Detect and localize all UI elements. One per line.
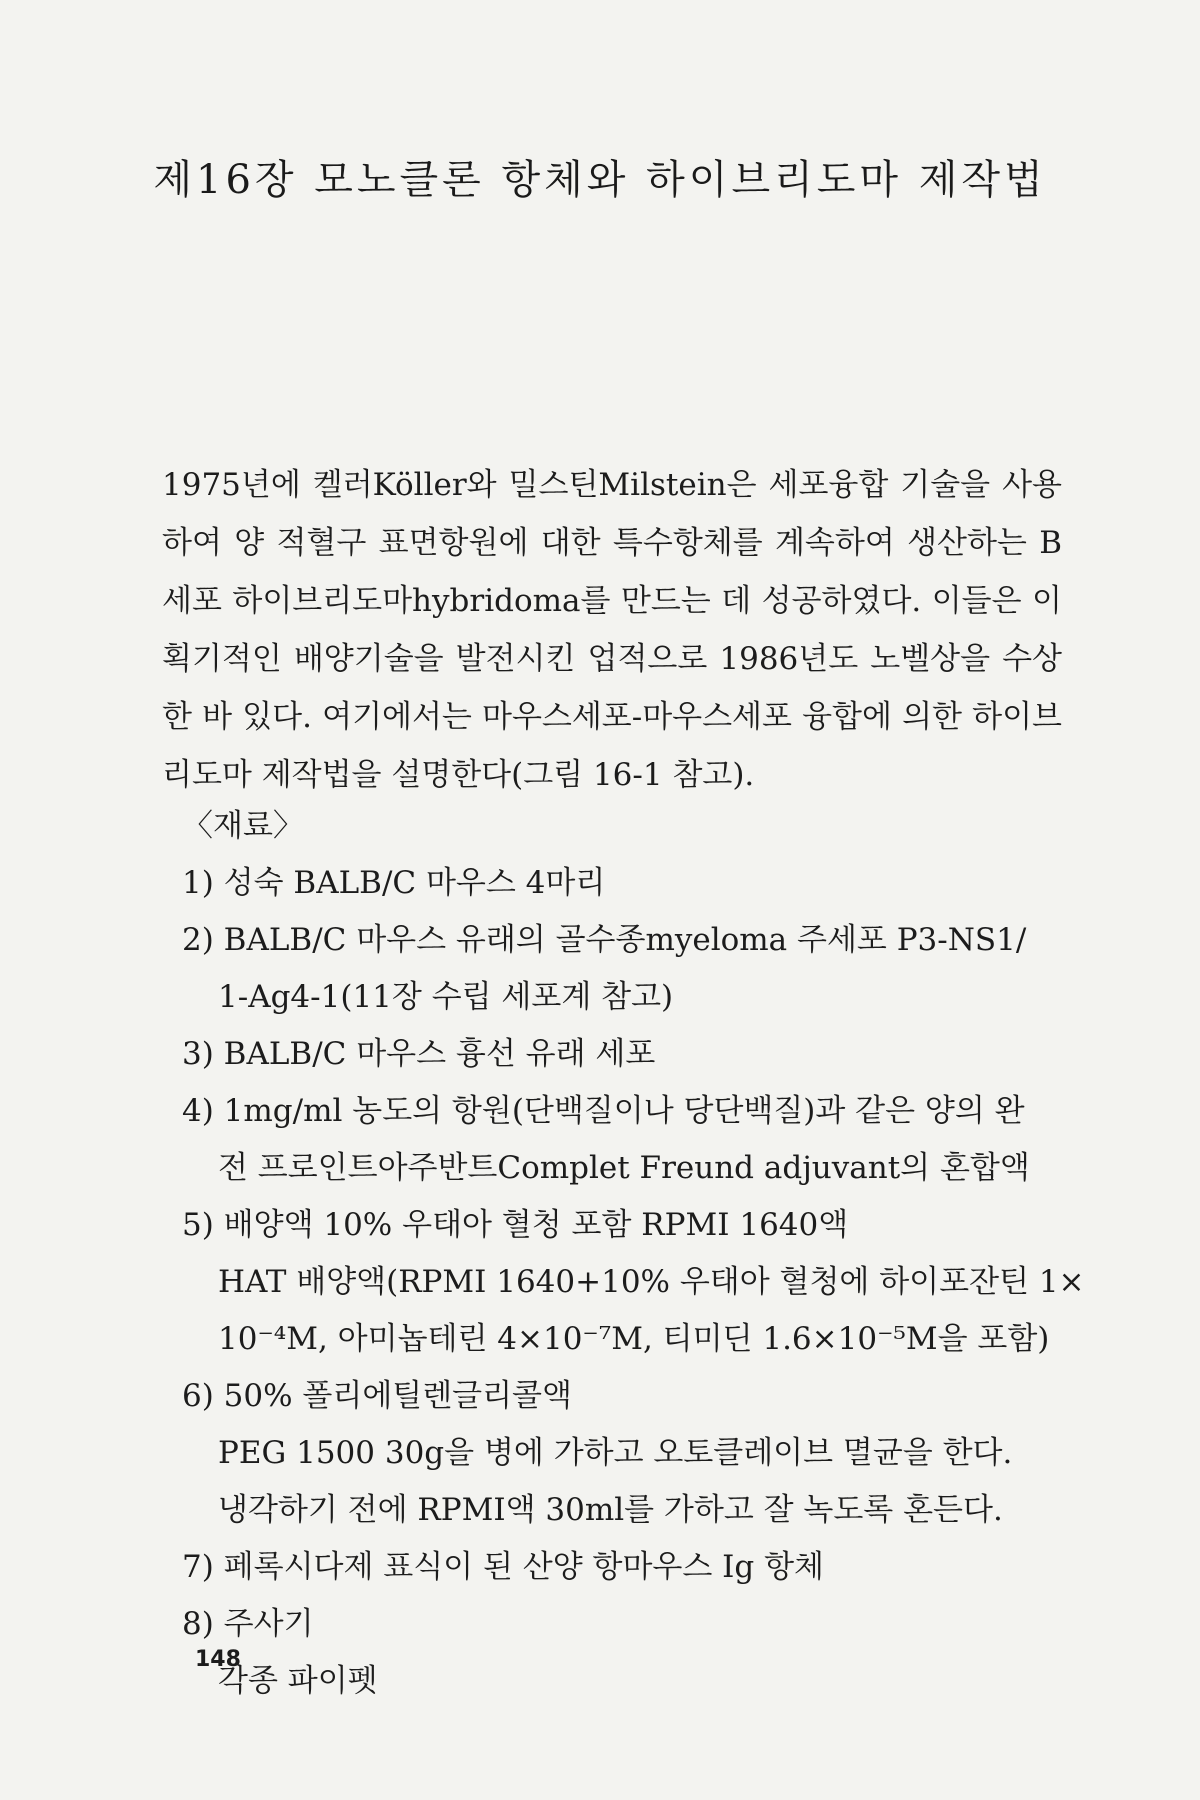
material-item-1: 1) 성숙 BALB/C 마우스 4마리	[182, 865, 606, 901]
material-item-6-sub-continued: 냉각하기 전에 RPMI액 30ml를 가하고 잘 녹도록 혼든다.	[218, 1492, 1003, 1528]
page-number: 148	[195, 1647, 241, 1672]
material-item-8: 8) 주사기	[182, 1606, 314, 1642]
materials-heading: 〈재료〉	[182, 808, 304, 844]
material-item-4-continued: 전 프로인트아주반트Complet Freund adjuvant의 혼합액	[218, 1150, 1030, 1186]
material-item-6-sub: PEG 1500 30g을 병에 가하고 오토클레이브 멸균을 한다.	[218, 1435, 1013, 1471]
material-item-3: 3) BALB/C 마우스 흉선 유래 세포	[182, 1036, 656, 1072]
intro-paragraph: 1975년에 켈러Köller와 밀스틴Milstein은 세포융합 기술을 사용하여 양 적혈구 표면항원에 대한 특수항체를 계속하여 생산하는 B세포 하이브리도마hybridoma를 만드는 데 성공하였다. 이들은 이 획기적인 배양기술을 발전시킨 업적으로 1986년도 노벨상을 수상한 바 있다. 여기에서는 마우스세포-마우스세포 융합에 의한 하이브리도마 제작법을 설명한다(그림 16-1 참고).	[162, 467, 1062, 793]
material-item-7: 7) 페록시다제 표식이 된 산양 항마우스 Ig 항체	[182, 1549, 824, 1585]
material-item-5-sub: HAT 배양액(RPMI 1640+10% 우태아 혈청에 하이포잔틴 1×	[218, 1264, 1085, 1300]
chapter-title: 제16장 모노클론 항체와 하이브리도마 제작법	[153, 157, 1047, 203]
material-item-2-continued: 1-Ag4-1(11장 수립 세포계 참고)	[218, 979, 674, 1015]
material-item-4: 4) 1mg/ml 농도의 항원(단백질이나 당단백질)과 같은 양의 완	[182, 1093, 1025, 1129]
material-item-6: 6) 50% 폴리에틸렌글리콜액	[182, 1378, 572, 1414]
material-item-8-sub: 각종 파이펫	[218, 1663, 378, 1699]
material-item-5-sub-continued: 10⁻⁴M, 아미놉테린 4×10⁻⁷M, 티미딘 1.6×10⁻⁵M을 포함)	[218, 1321, 1050, 1357]
material-item-2: 2) BALB/C 마우스 유래의 골수종myeloma 주세포 P3-NS1/	[182, 922, 1027, 958]
materials-list	[182, 855, 1085, 1710]
material-item-5: 5) 배양액 10% 우태아 혈청 포함 RPMI 1640액	[182, 1207, 849, 1243]
